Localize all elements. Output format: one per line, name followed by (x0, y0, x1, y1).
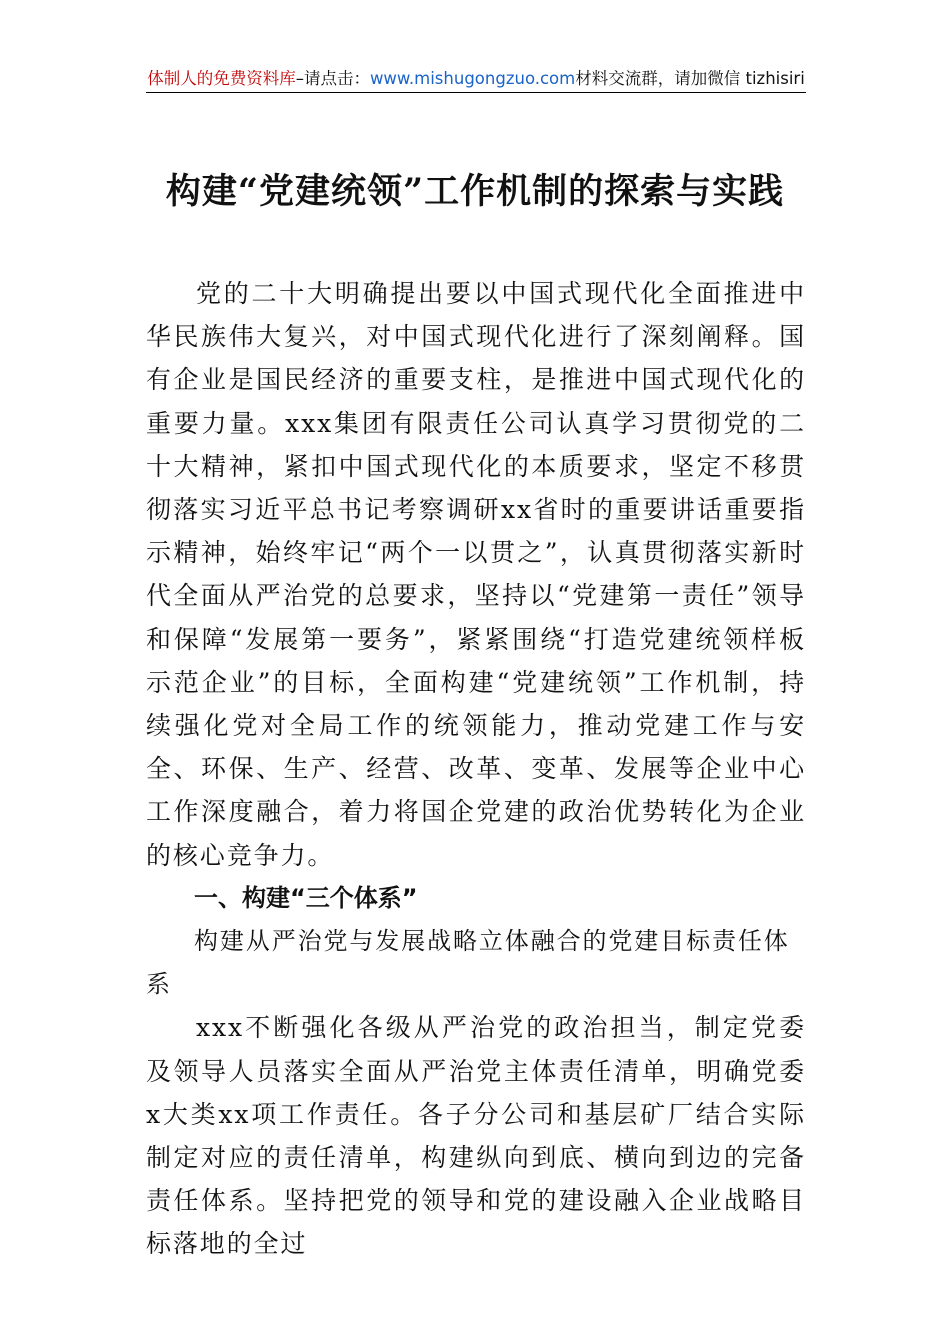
intro-paragraph: 党的二十大明确提出要以中国式现代化全面推进中华民族伟大复兴，对中国式现代化进行了深刻阐释。国有企业是国民经济的重要支柱，是推进中国式现代化的重要力量。xxx集团有限责任公司认真学习贯彻党的二十大精神，紧扣中国式现代化的本质要求，坚定不移贯彻落实习近平总书记考察调研xx省时的重要讲话重要指示精神，始终牢记“两个一以贯之”，认真贯彻落实新时代全面从严治党的总要求，坚持以“党建第一责任”领导和保障“发展第一要务”，紧紧围绕“打造党建统领样板示范企业”的目标，全面构建“党建统领”工作机制，持续强化党对全局工作的统领能力，推动党建工作与安全、环保、生产、经营、改革、变革、发展等企业中心工作深度融合，着力将国企党建的政治优势转化为企业的核心竞争力。 (146, 279, 806, 870)
section-subheading: 构建从严治党与发展战略立体融合的党建目标责任体系 (146, 927, 790, 999)
header-prompt: –请点击： (295, 69, 370, 88)
section-body-paragraph: xxx不断强化各级从严治党的政治担当，制定党委及领导人员落实全面从严治党主体责任清单，明确党委x大类xx项工作责任。各子分公司和基层矿厂结合实际制定对应的责任清单，构建纵向到底、横向到边的完备责任体系。坚持把党的领导和党的建设融入企业战略目标落地的全过 (146, 1013, 806, 1259)
document-title: 构建“党建统领”工作机制的探索与实践 (165, 171, 785, 212)
header-url-link[interactable]: www.mishugongzuo.com (369, 69, 576, 88)
page-header (146, 66, 806, 93)
header-brand: 体制人的免费资料库 (147, 69, 296, 88)
document-body (146, 272, 806, 1266)
section-heading: 一、构建“三个体系” (194, 883, 418, 912)
header-suffix: 材料交流群，请加微信 tizhisiri (575, 69, 805, 88)
